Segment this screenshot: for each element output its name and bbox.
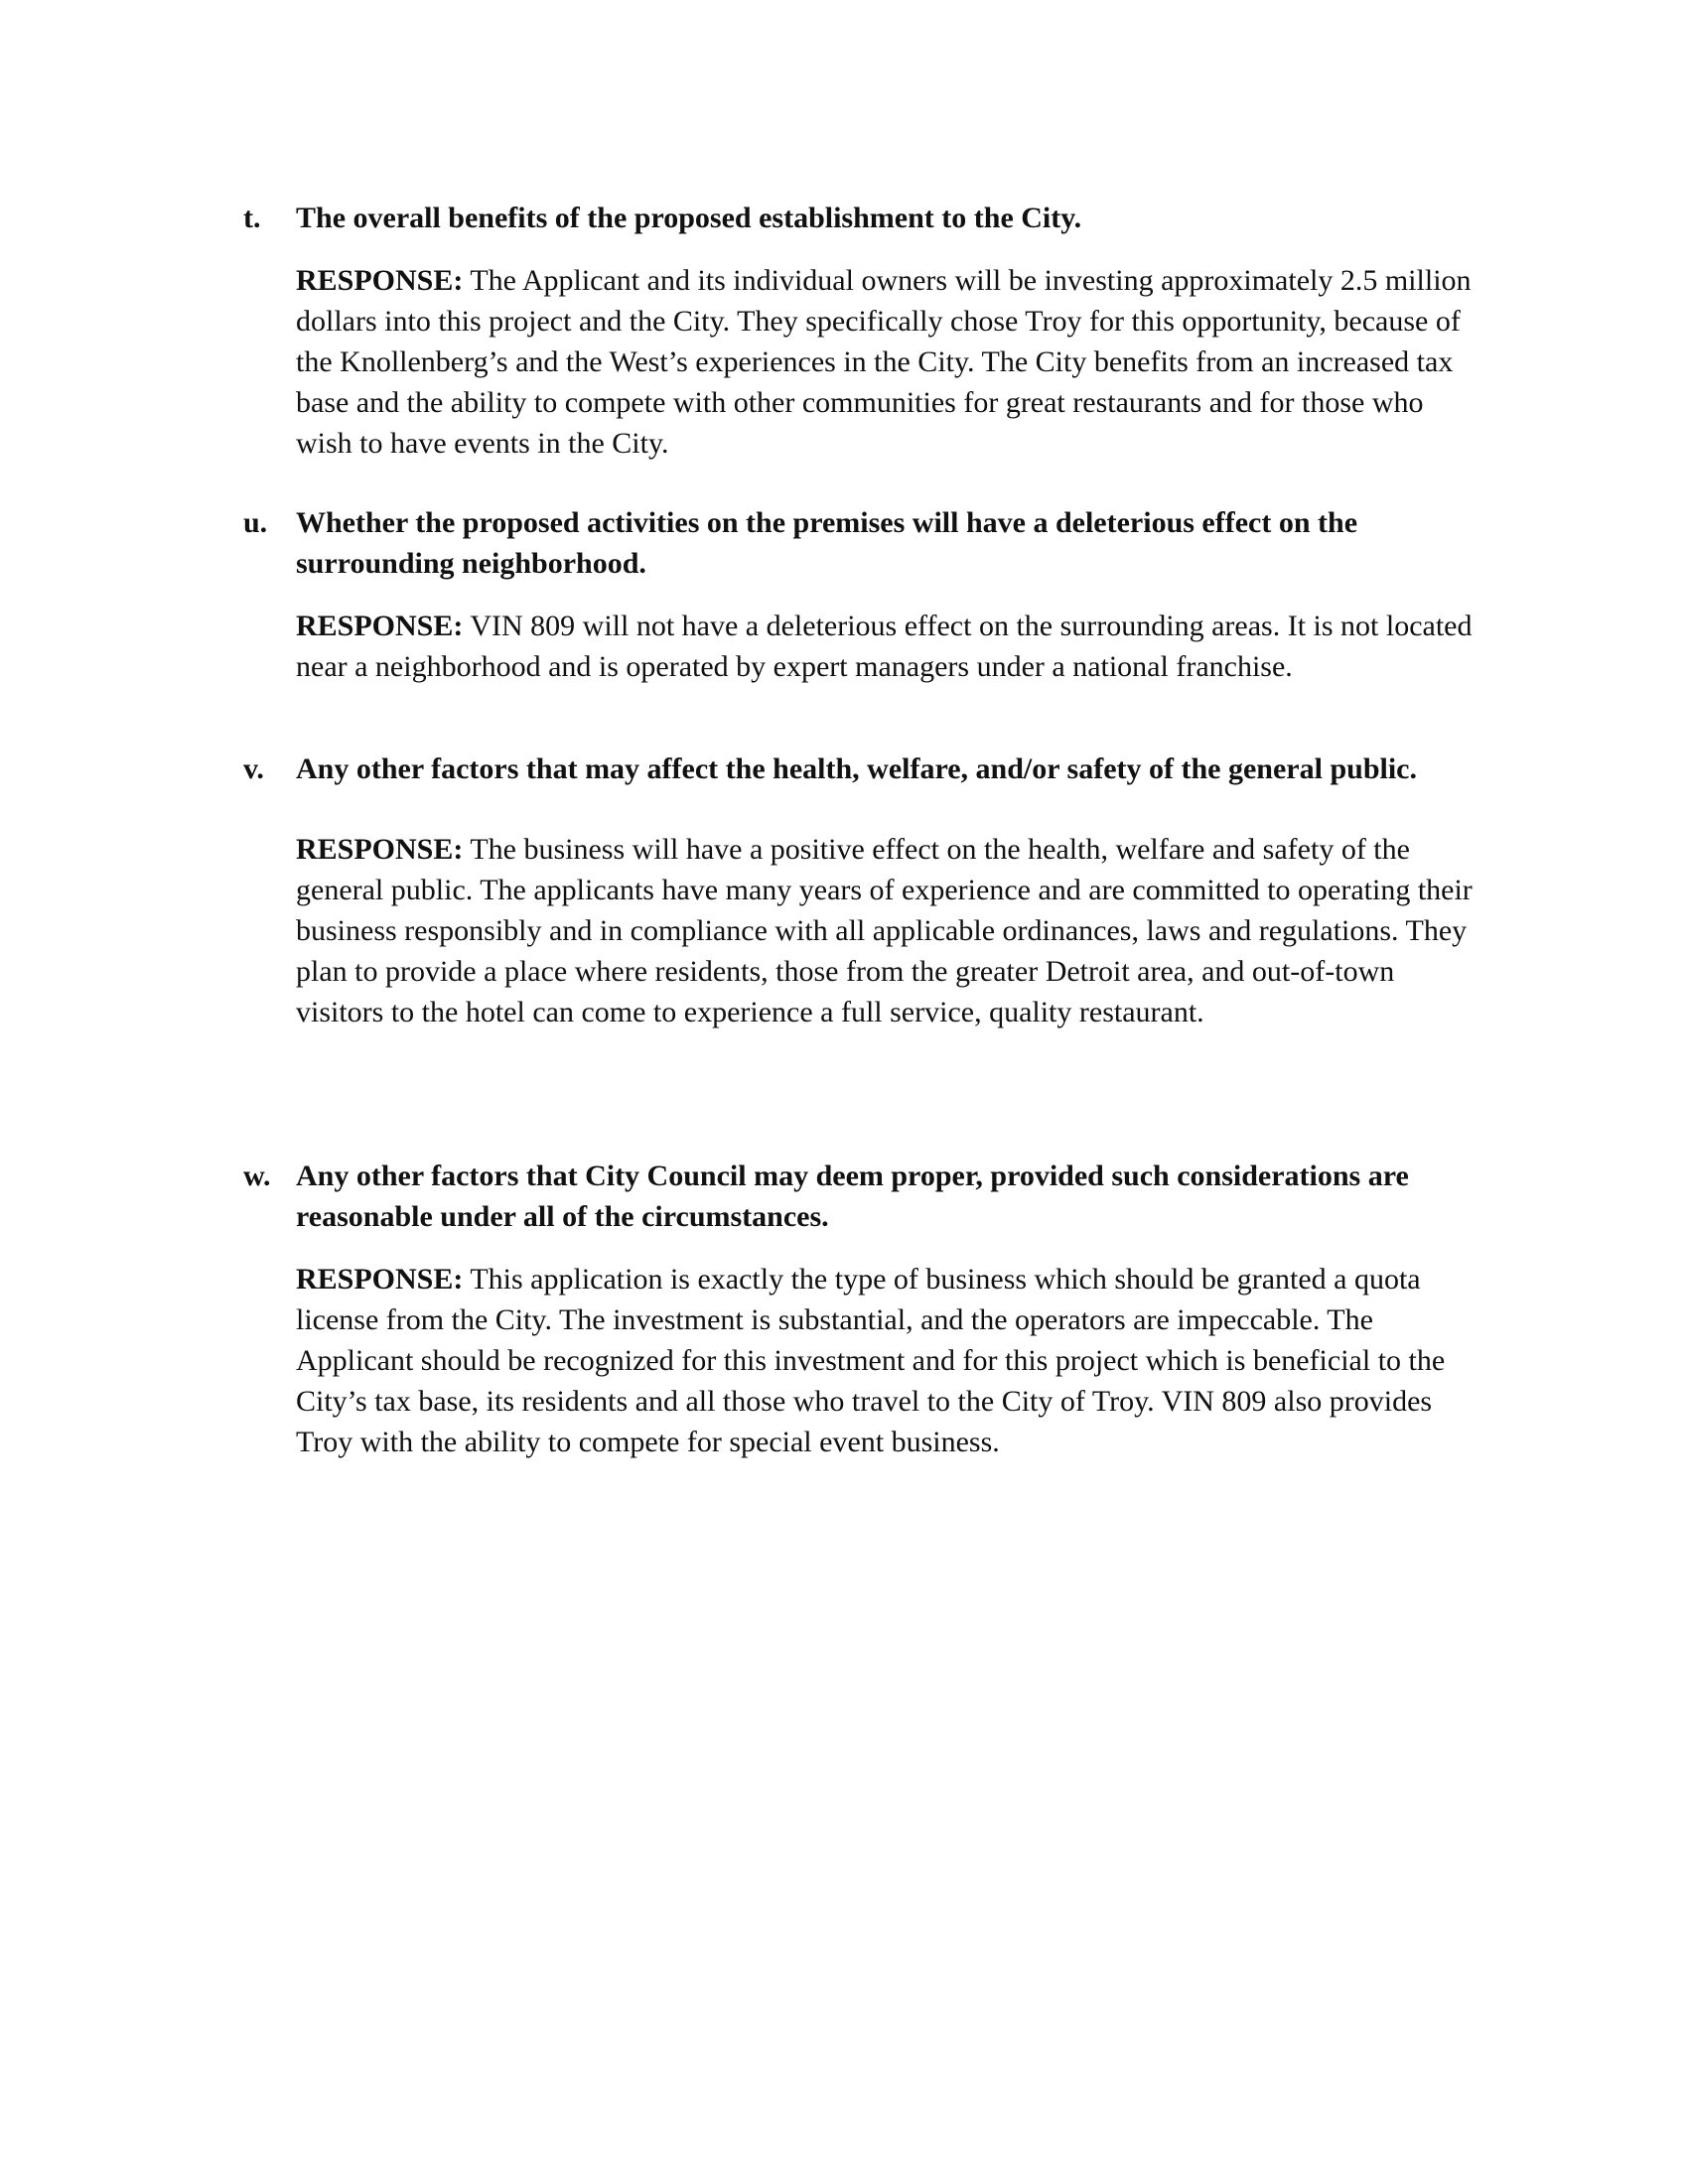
response-label: RESPONSE: [296,833,464,866]
item-response [243,260,1484,464]
item-heading [243,198,1484,238]
item-letter: w. [243,1160,271,1192]
item-response [243,829,1484,1032]
item-letter: v. [243,752,264,785]
item-letter: u. [243,506,268,539]
item-t [243,198,1484,464]
response-text: The Applicant and its individual owners will be investing approximately 2.5 million dollars into this project and the City. They specifically chose Troy for this opportunity, because of the Knollenberg’s and the West’s experiences in the City. The City benefits from an increased tax base and the ability to compete with other communities for great restaurants and for those who wish to have events in the City. [296,264,1472,460]
item-heading-text: The overall benefits of the proposed establishment to the City. [296,202,1082,234]
item-v [243,749,1484,1032]
item-w [243,1156,1484,1462]
response-label: RESPONSE: [296,610,464,642]
item-heading [243,1156,1484,1237]
response-text: VIN 809 will not have a deleterious effect on the surrounding areas. It is not located near a neighborhood and is operated by expert managers under a national franchise. [296,610,1473,683]
item-response [243,606,1484,687]
item-heading-text: Whether the proposed activities on the premises will have a deleterious effect on the surrounding neighborhood. [296,506,1358,580]
response-text: The business will have a positive effect on the health, welfare and safety of the general public. The applicants have many years of experience and are committed to operating their business responsibly and in compliance with all applicable ordinances, laws and regulations. They plan to provide a place where residents, those from the greater Detroit area, and out-of-town visitors to the hotel can come to experience a full service, quality restaurant. [296,833,1473,1028]
item-u [243,502,1484,687]
item-heading-text: Any other factors that City Council may deem proper, provided such considerations are reasonable under all of the circumstances. [296,1160,1409,1233]
item-letter: t. [243,202,261,234]
response-text: This application is exactly the type of business which should be granted a quota license from the City. The investment is substantial, and the operators are impeccable. The Applicant should be recognized for this investment and for this project which is beneficial to the City’s tax base, its residents and all those who travel to the City of Troy. VIN 809 also provides Troy with the ability to compete for special event business. [296,1263,1446,1458]
item-heading [243,502,1484,584]
item-response [243,1259,1484,1462]
response-label: RESPONSE: [296,264,464,297]
response-label: RESPONSE: [296,1263,464,1296]
item-heading [243,749,1484,789]
item-heading-text: Any other factors that may affect the health, welfare, and/or safety of the general public. [296,752,1417,785]
